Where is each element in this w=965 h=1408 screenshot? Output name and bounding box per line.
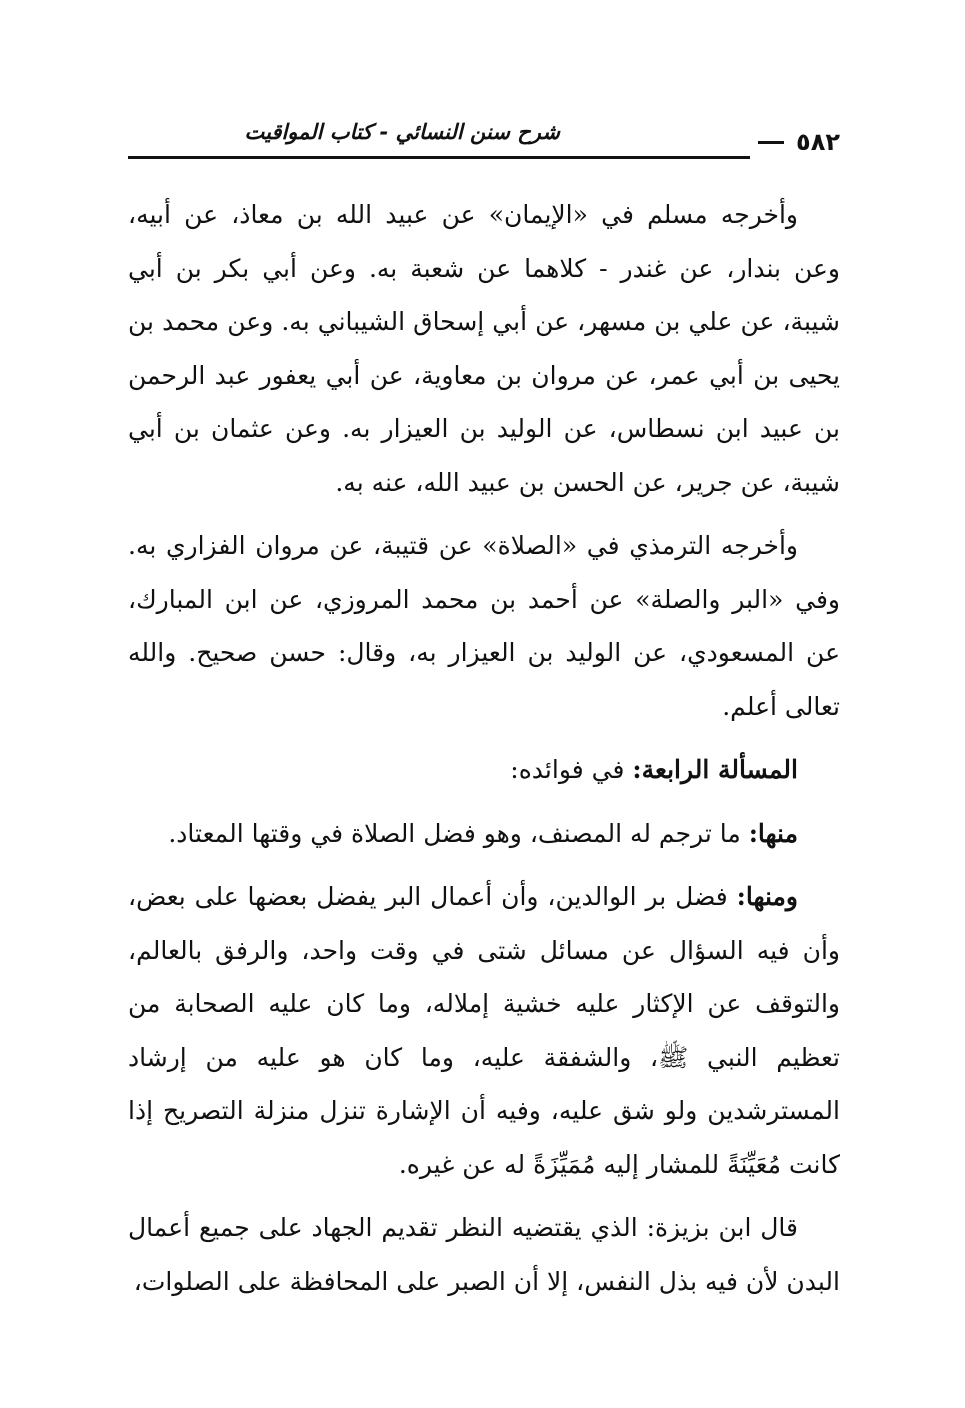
benefit-lead: منها: [748, 818, 798, 848]
header-rule [128, 156, 750, 159]
section-heading-fourth-issue [128, 743, 840, 797]
paragraph-tirmidhi-sources [128, 519, 840, 733]
running-header [128, 120, 840, 160]
paragraph-muslim-sources [128, 188, 840, 509]
paragraph-text: وأخرجه الترمذي في «الصلاة» عن قتيبة، عن مروان الفزاري به. وفي «البر والصلة» عن أحمد بن محمد المروزي، عن ابن المبارك، عن المسعودي، عن الوليد بن العيزار به، وقال: حسن صحيح. والله تعالى أعلم. [128, 531, 840, 721]
paragraph-ibn-bazizah-quote [128, 1201, 840, 1308]
benefit-lead: ومنها: [736, 882, 798, 911]
section-heading-label: المسألة الرابعة: [632, 755, 798, 784]
section-heading-text: في فوائده: [510, 755, 625, 784]
paragraph-text: وأخرجه مسلم في «الإيمان» عن عبيد الله بن معاذ، عن أبيه، وعن بندار، عن غندر - كلاهما عن شعبة به. وعن أبي بكر بن أبي شيبة، عن علي بن مسهر، عن أبي إسحاق الشيباني به. وعن محمد بن يحيى بن أبي عمر، عن مروان بن معاوية، عن أبي يعفور عبد الرحمن بن عبيد ابن نسطاس، عن الوليد بن العيزار به. وعن عثمان بن أبي شيبة، عن جرير، عن الحسن بن عبيد الله، عنه به. [128, 200, 840, 497]
page-number-dash [758, 141, 784, 144]
benefit-text: فضل بر الوالدين، وأن أعمال البر يفضل بعضها على بعض، وأن فيه السؤال عن مسائل شتى في وقت واحد، والرفق بالعالم، والتوقف عن الإكثار عليه خشية إملاله، وما كان عليه الصحابة من تعظيم النبي ﷺ، والشفقة عليه، وما كان هو عليه من إرشاد المسترشدين ولو شق عليه، وفيه أن الإشارة تنزل منزلة التصريح إذا كانت مُعَيِّنَةً للمشار إليه مُمَيِّزَةً له عن غيره. [128, 882, 840, 1179]
page-number-text: ٥٨٢ [796, 128, 840, 156]
page-number [758, 128, 840, 156]
benefit-item-1 [128, 807, 840, 861]
running-title: شرح سنن النسائي - كتاب المواقيت [244, 120, 560, 144]
paragraph-text: قال ابن بزيزة: الذي يقتضيه النظر تقديم الجهاد على جميع أعمال البدن لأن فيه بذل النفس، إلا أن الصبر على المحافظة على الصلوات، [128, 1213, 840, 1296]
benefit-text: ما ترجم له المصنف، وهو فضل الصلاة في وقتها المعتاد. [168, 818, 741, 848]
page-body [128, 188, 840, 1308]
benefit-item-2 [128, 870, 840, 1191]
